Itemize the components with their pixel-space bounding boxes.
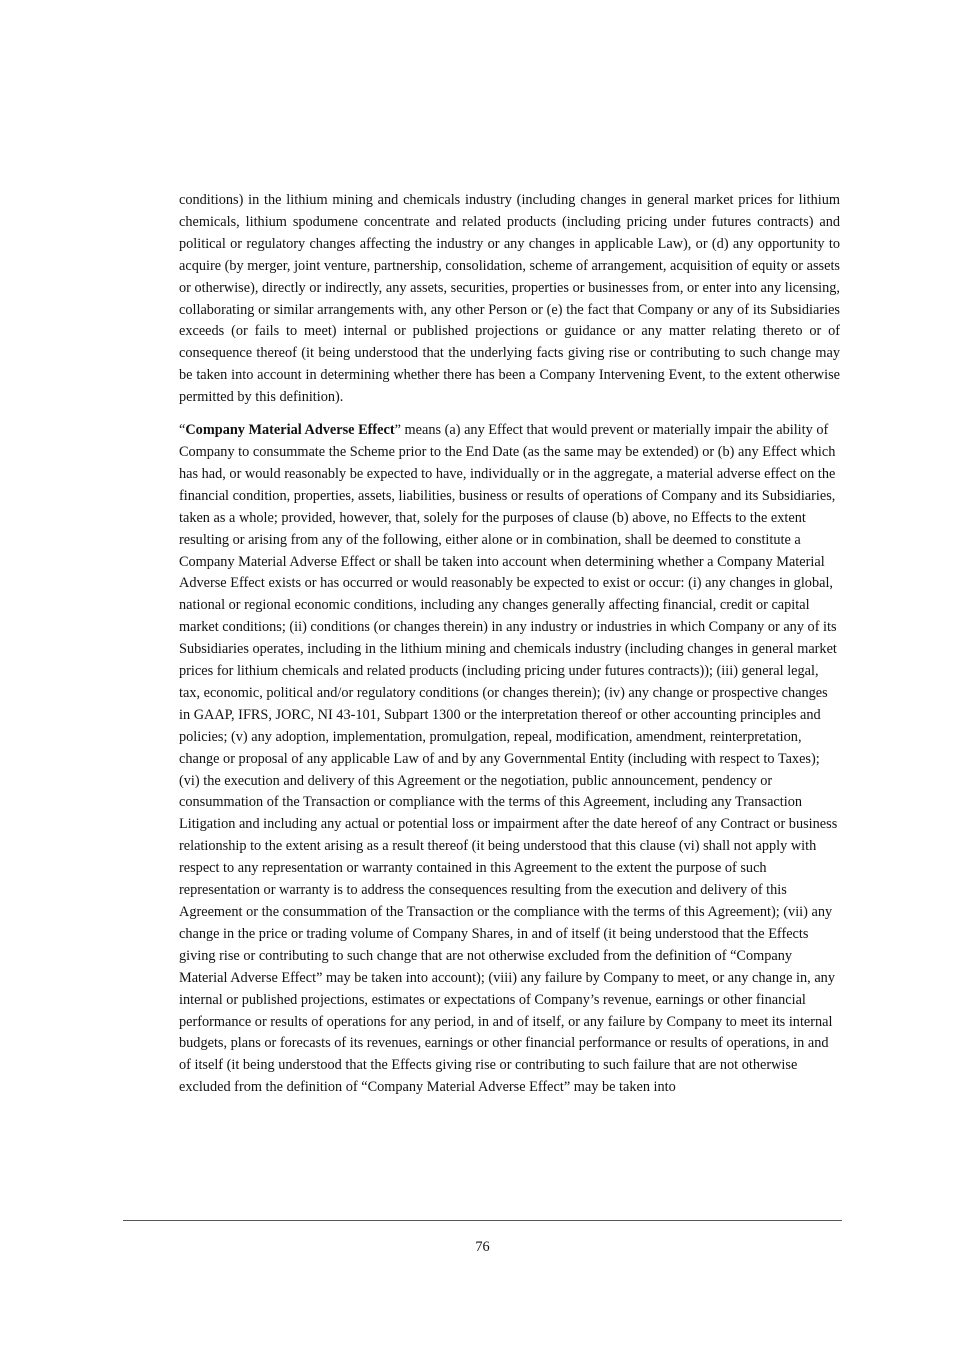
page-number: 76 bbox=[475, 1239, 490, 1255]
definition-text: ” means (a) any Effect that would prevent or materially impair the ability of Company to consummate the Scheme prior to the End Date (as the same may be extended) or (b) any Effect which has had, or would reasonably be expected to have, individually or in the aggregate, a material adverse effect on the financial condition, properties, assets, liabilities, business or results of operations of Company and its Subsidiaries, taken as a whole; provided, however, that, solely for the purposes of clause (b) above, no Effects to the extent resulting or arising from any of the following, either alone or in combination, shall be deemed to constitute a Company Material Adverse Effect or shall be taken into account when determining whether a Company Material Adverse Effect exists or has occurred or would reasonably be expected to exist or occur: (i) any changes in global, national or regional economic conditions, including any changes generally affecting financial, credit or capital market conditions; (ii) conditions (or changes therein) in any industry or industries in which Company or any of its Subsidiaries operates, including in the lithium mining and chemicals industry (including changes in general market prices for lithium chemicals and related products (including pricing under futures contracts)); (iii) general legal, tax, economic, political and/or regulatory conditions (or changes therein); (iv) any change or prospective changes in GAAP, IFRS, JORC, NI 43-101, Subpart 1300 or the interpretation thereof or other accounting principles and policies; (v) any adoption, implementation, promulgation, repeal, modification, amendment, reinterpretation, change or proposal of any applicable Law of and by any Governmental Entity (including with respect to Taxes); (vi) the execution and delivery of this Agreement or the negotiation, public announcement, pendency or consummation of the Transaction or compliance with the terms of this Agreement, including any Transaction Litigation and including any actual or potential loss or impairment after the date hereof of any Contract or business relationship to the extent arising as a result thereof (it being understood that this clause (vi) shall not apply with respect to any representation or warranty contained in this Agreement to the extent the purpose of such representation or warranty is to address the consequences resulting from the execution and delivery of this Agreement or the consummation of the Transaction or the compliance with the terms of this Agreement); (vii) any change in the price or trading volume of Company Shares, in and of itself (it being understood that the Effects giving rise or contributing to such change that are not otherwise excluded from the definition of “Company Material Adverse Effect” may be taken into account); (viii) any failure by Company to meet, or any change in, any internal or published projections, estimates or expectations of Company’s revenue, earnings or other financial performance or results of operations for any period, in and of itself, or any failure by Company to meet its internal budgets, plans or forecasts of its revenues, earnings or other financial performance or results of operations, in and of itself (it being understood that the Effects giving rise or contributing to such failure that are not otherwise excluded from the definition of “Company Material Adverse Effect” may be taken into bbox=[179, 422, 838, 1096]
open-quote: “ bbox=[179, 422, 186, 439]
document-body bbox=[179, 190, 840, 1099]
defined-term: Company Material Adverse Effect bbox=[185, 422, 395, 439]
paragraph-material-adverse-effect-definition bbox=[179, 420, 840, 1099]
paragraph-intervening-event-continuation: conditions) in the lithium mining and chemicals industry (including changes in general market prices for lithium chemicals, lithium spodumene concentrate and related products (including pricing under futures contracts) and political or regulatory changes affecting the industry or any changes in applicable Law), or (d) any opportunity to acquire (by merger, joint venture, partnership, consolidation, scheme of arrangement, acquisition of equity or assets or otherwise), directly or indirectly, any assets, securities, properties or businesses from, or enter into any licensing, collaborating or similar arrangements with, any other Person or (e) the fact that Company or any of its Subsidiaries exceeds (or fails to meet) internal or published projections or guidance or any matter relating thereto or of consequence thereof (it being understood that the underlying facts giving rise or contributing to such change may be taken into account in determining whether there has been a Company Intervening Event, to the extent otherwise permitted by this definition). bbox=[179, 192, 840, 406]
footer-divider bbox=[123, 1220, 842, 1221]
